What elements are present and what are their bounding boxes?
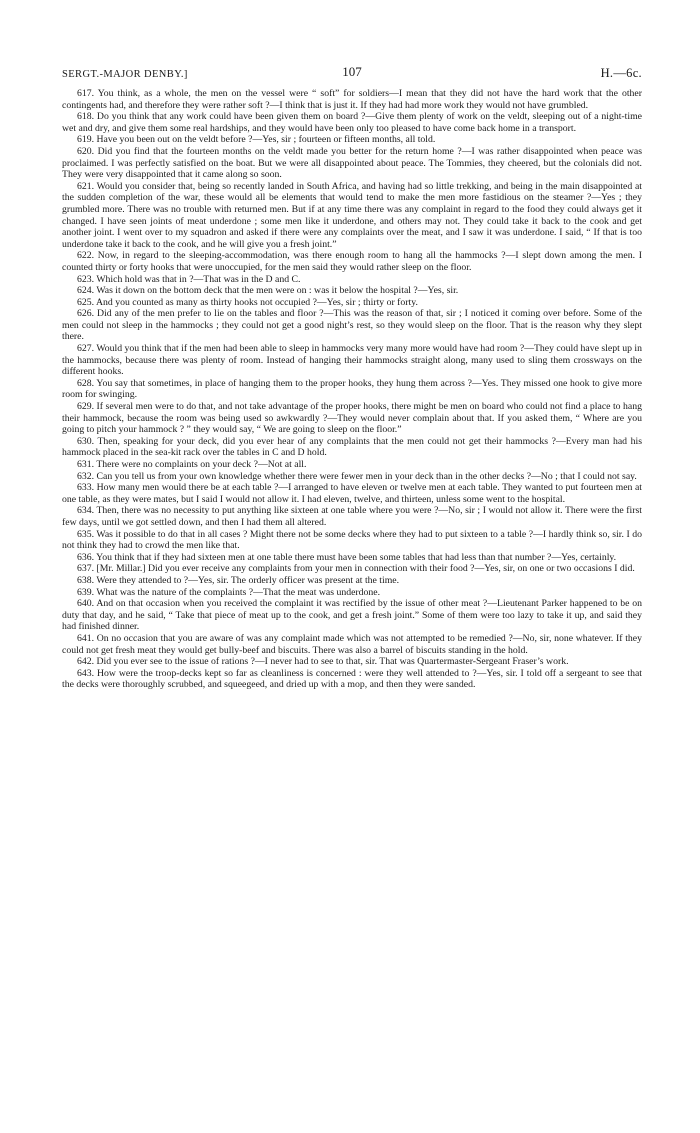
paragraph-629: 629. If several men were to do that, and not take advantage of the proper hooks, there might be men on board who could not find a place to hang their hammock, because the room was being used so awkwardly ?—They would never complain about that. If you asked them, “ Where are you going to pitch your hammock ? ” they would say, “ We are going to sleep on the floor.” — [62, 401, 642, 436]
paragraph-637: 637. [Mr. Millar.] Did you ever receive any complaints from your men in connection with their food ?—Yes, sir, on one or two occasions I did. — [77, 563, 635, 575]
paragraph-636: 636. You think that if they had sixteen men at one table there must have been some tables that had less than that number ?—Yes, certainly. — [77, 551, 617, 563]
paragraph-634: 634. Then, there was no necessity to put anything like sixteen at one table where you were ?—No, sir ; I would not allow it. There were the first few days, until we got settled down, and then I had them all altered. — [62, 505, 642, 528]
paragraph-624: 624. Was it down on the bottom deck that the men were on : was it below the hospital ?—Yes, sir. — [77, 285, 459, 297]
testimony-body — [62, 88, 642, 691]
paragraph-618: 618. Do you think that any work could have been given them on board ?—Give them plenty of work on the veldt, sleeping out of a night-time wet and dry, and give them some real hardships, and they would have been only too pleased to have come back home in a transport. — [62, 111, 642, 134]
paragraph-623: 623. Which hold was that in ?—That was in the D and C. — [77, 273, 301, 285]
paragraph-628: 628. You say that sometimes, in place of hanging them to the proper hooks, they hung them across ?—Yes. They missed one hook to give more room for swinging. — [62, 377, 642, 401]
paragraph-617: 617. You think, as a whole, the men on the vessel were “ soft” for soldiers—I mean that they did not have the hard work that the other contingents had, and therefore they were rather soft ?—I think that is just it. If they had had more work they would not have grumbled. — [62, 88, 642, 111]
witness-name: SERGT.-MAJOR DENBY.] — [62, 69, 188, 80]
paragraph-641: 641. On no occasion that you are aware of was any complaint made which was not attempted to be remedied ?—No, sir, none whatever. If they could not get fresh meat they would get bully-beef and biscuits. There was also a barrel of biscuits standing in the hold. — [62, 632, 642, 656]
paragraph-642: 642. Did you ever see to the issue of rations ?—I never had to see to that, sir. That was Quartermaster-Sergeant Fraser’s work. — [77, 656, 569, 668]
paragraph-619: 619. Have you been out on the veldt before ?—Yes, sir ; fourteen or fifteen months, all told. — [77, 134, 436, 146]
page-header — [62, 66, 642, 81]
paragraph-621: 621. Would you consider that, being so recently landed in South Africa, and having had so little trekking, and being in the main disappointed at the sudden completion of the war, these would all be elements that would tend to make the men more fastidious on the steamer ?—Yes ; they grumbled more. There was no trouble with returned men. But if at any time there was any complaint in regard to the food they could always get it changed. I have seen joints of meat underdone ; some men like it underdone, and others may not. They could take it back to the cook and get another joint. I went over to my squadron and asked if there were any complaints over the meat, and I saw it was underdone. I said, “ If that is too underdone take it back to the cook, and he will give you a fresh joint.” — [62, 180, 642, 250]
paragraph-625: 625. And you counted as many as thirty hooks not occupied ?—Yes, sir ; thirty or forty. — [77, 296, 418, 308]
paragraph-626: 626. Did any of the men prefer to lie on the tables and floor ?—This was the reason of that, sir ; I noticed it coming over before. Some of the men could not sleep in the hammocks ; they could not get a good night’s rest, so they would sleep on the floor. That is the reason why they slept there. — [62, 308, 642, 343]
paragraph-643: 643. How were the troop-decks kept so far as cleanliness is concerned : were they well attended to ?—Yes, sir. I told off a sergeant to see that the decks were thoroughly scrubbed, and squeegeed, and dried up with a mop, and then they were sanded. — [62, 667, 642, 691]
paragraph-627: 627. Would you think that if the men had been able to sleep in hammocks very many more would have had room ?—They could have slept up in the hammocks, because there was plenty of room. Instead of hanging their hammocks straight along, many used to sling them crossways on the different hooks. — [62, 343, 642, 378]
paragraph-638: 638. Were they attended to ?—Yes, sir. The orderly officer was present at the time. — [77, 574, 400, 586]
document-page — [62, 66, 642, 691]
paragraph-630: 630. Then, speaking for your deck, did you ever hear of any complaints that the men could not get their hammocks ?—Every man had his hammock placed in the sea-kit rack over the tables in C and D hold. — [62, 435, 642, 459]
page-number: 107 — [342, 64, 362, 79]
paragraph-640: 640. And on that occasion when you received the complaint it was rectified by the issue of other meat ?—Lieutenant Parker happened to be on duty that day, and he said, “ Take that piece of meat up to the cook, and get a fresh joint.” Some of them were too lazy to take it up, and said they had finished dinner. — [62, 598, 642, 633]
document-reference: H.—6c. — [600, 66, 642, 80]
paragraph-635: 635. Was it possible to do that in all cases ? Might there not be some decks where they had to put sixteen to a table ?—I hardly think so, sir. I do not think they had to crowd the men like that. — [62, 528, 642, 552]
paragraph-639: 639. What was the nature of the complaints ?—That the meat was underdone. — [77, 586, 381, 598]
paragraph-632: 632. Can you tell us from your own knowledge whether there were fewer men in your deck than in the other decks ?—No ; that I could not say. — [77, 470, 637, 482]
paragraph-620: 620. Did you find that the fourteen months on the veldt made you better for the return home ?—I was rather disappointed when peace was proclaimed. I was perfectly satisfied on the boat. But we were all disappointed about peace. The Tommies, they cheered, but the colonials did not. They were very disappointed that it came along so soon. — [62, 145, 642, 181]
paragraph-633: 633. How many men would there be at each table ?—I arranged to have eleven or twelve men at each table. They wanted to put fourteen men at one table, as they were mates, but I said I would not allow it. I had eleven, twelve, and thirteen, unless some went to the hospital. — [62, 482, 642, 505]
paragraph-622: 622. Now, in regard to the sleeping-accommodation, was there enough room to hang all the hammocks ?—I slept down among the men. I counted thirty or forty hooks that were unoccupied, for the men said they would rather sleep on the floor. — [62, 250, 642, 273]
paragraph-631: 631. There were no complaints on your deck ?—Not at all. — [77, 459, 307, 470]
